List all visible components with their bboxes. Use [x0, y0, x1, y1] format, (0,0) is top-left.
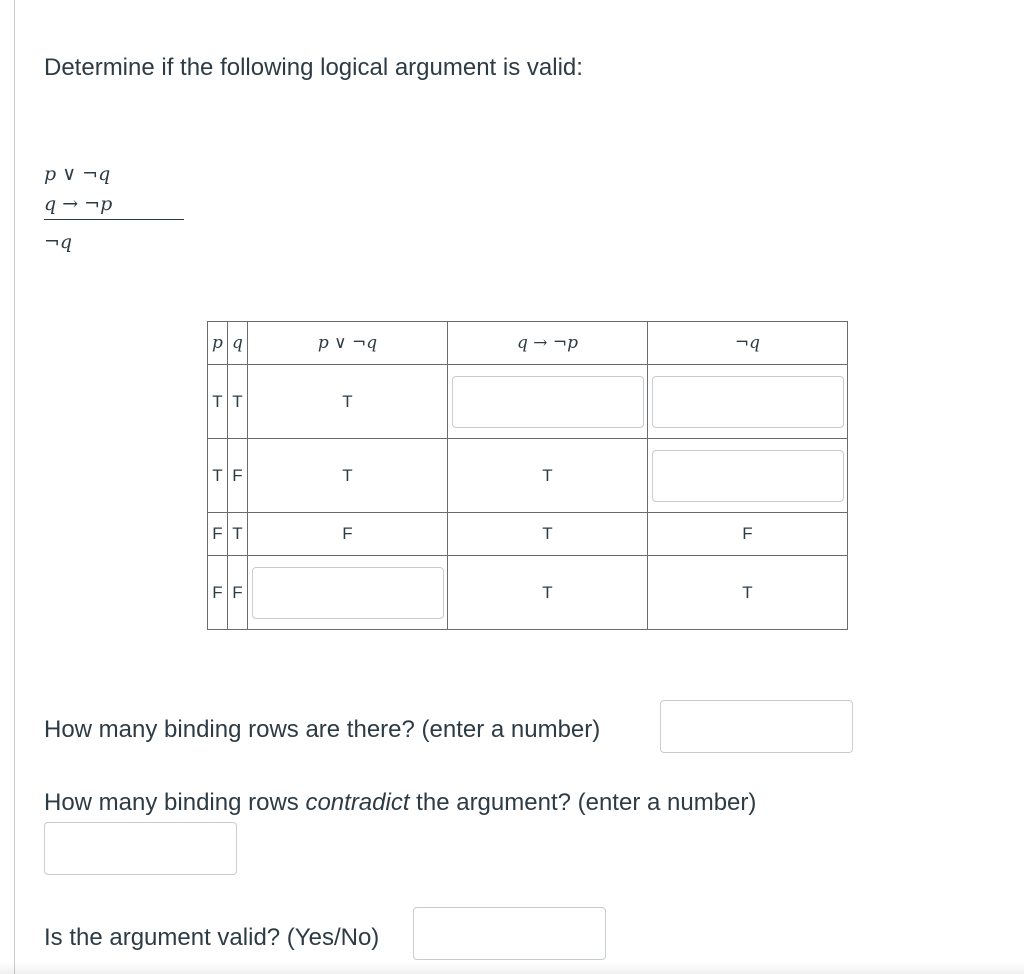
cell-p: F	[208, 513, 228, 556]
contradict-question-end: the argument? (enter a number)	[409, 789, 757, 816]
cell-q-implies-not-p: T	[448, 556, 648, 630]
cell-q: T	[228, 365, 248, 439]
validity-input[interactable]	[413, 907, 606, 960]
header-p: p	[208, 322, 228, 365]
contradict-question	[44, 787, 756, 819]
answer-input-row2-not-q[interactable]	[652, 450, 844, 502]
binding-rows-input[interactable]	[660, 700, 853, 753]
header-p-or-not-q: p ∨ ¬q	[248, 322, 448, 365]
cell-p-or-not-q: T	[248, 365, 448, 439]
header-q-implies-not-p: q → ¬p	[448, 322, 648, 365]
contradict-emphasis: contradict	[305, 789, 410, 816]
content-left-border	[14, 0, 15, 974]
cell-q-implies-not-p: T	[448, 513, 648, 556]
answer-input-row1-not-q[interactable]	[652, 376, 844, 428]
cell-q-implies-not-p	[448, 365, 648, 439]
cell-q: F	[228, 556, 248, 630]
cell-not-q: F	[648, 513, 848, 556]
header-not-q: ¬q	[648, 322, 848, 365]
contradict-question-start: How many binding rows	[44, 789, 306, 816]
cell-p: F	[208, 556, 228, 630]
header-q: q	[228, 322, 248, 365]
truth-table-header-row	[208, 322, 848, 365]
cell-not-q: T	[648, 556, 848, 630]
premise-2: q → ¬p	[44, 193, 113, 215]
table-row	[208, 513, 848, 556]
cell-p: T	[208, 365, 228, 439]
conclusion-divider	[44, 219, 184, 220]
cell-p-or-not-q: F	[248, 513, 448, 556]
cell-not-q	[648, 365, 848, 439]
validity-question: Is the argument valid? (Yes/No)	[44, 924, 380, 951]
premise-1: p ∨ ¬q	[44, 163, 111, 185]
truth-table	[207, 321, 848, 630]
bottom-shade	[0, 962, 1024, 974]
answer-input-row1-q-implies-not-p[interactable]	[452, 376, 644, 428]
cell-p: T	[208, 439, 228, 513]
answer-input-row4-p-or-not-q[interactable]	[252, 567, 444, 619]
table-row	[208, 439, 848, 513]
cell-p-or-not-q: T	[248, 439, 448, 513]
cell-q: F	[228, 439, 248, 513]
contradict-rows-input[interactable]	[44, 822, 237, 875]
binding-rows-question: How many binding rows are there? (enter a number)	[44, 716, 601, 743]
conclusion: ¬q	[44, 231, 73, 253]
cell-q: T	[228, 513, 248, 556]
question-prompt: Determine if the following logical argument is valid:	[44, 54, 583, 81]
cell-p-or-not-q	[248, 556, 448, 630]
cell-not-q	[648, 439, 848, 513]
cell-q-implies-not-p: T	[448, 439, 648, 513]
table-row	[208, 365, 848, 439]
table-row	[208, 556, 848, 630]
